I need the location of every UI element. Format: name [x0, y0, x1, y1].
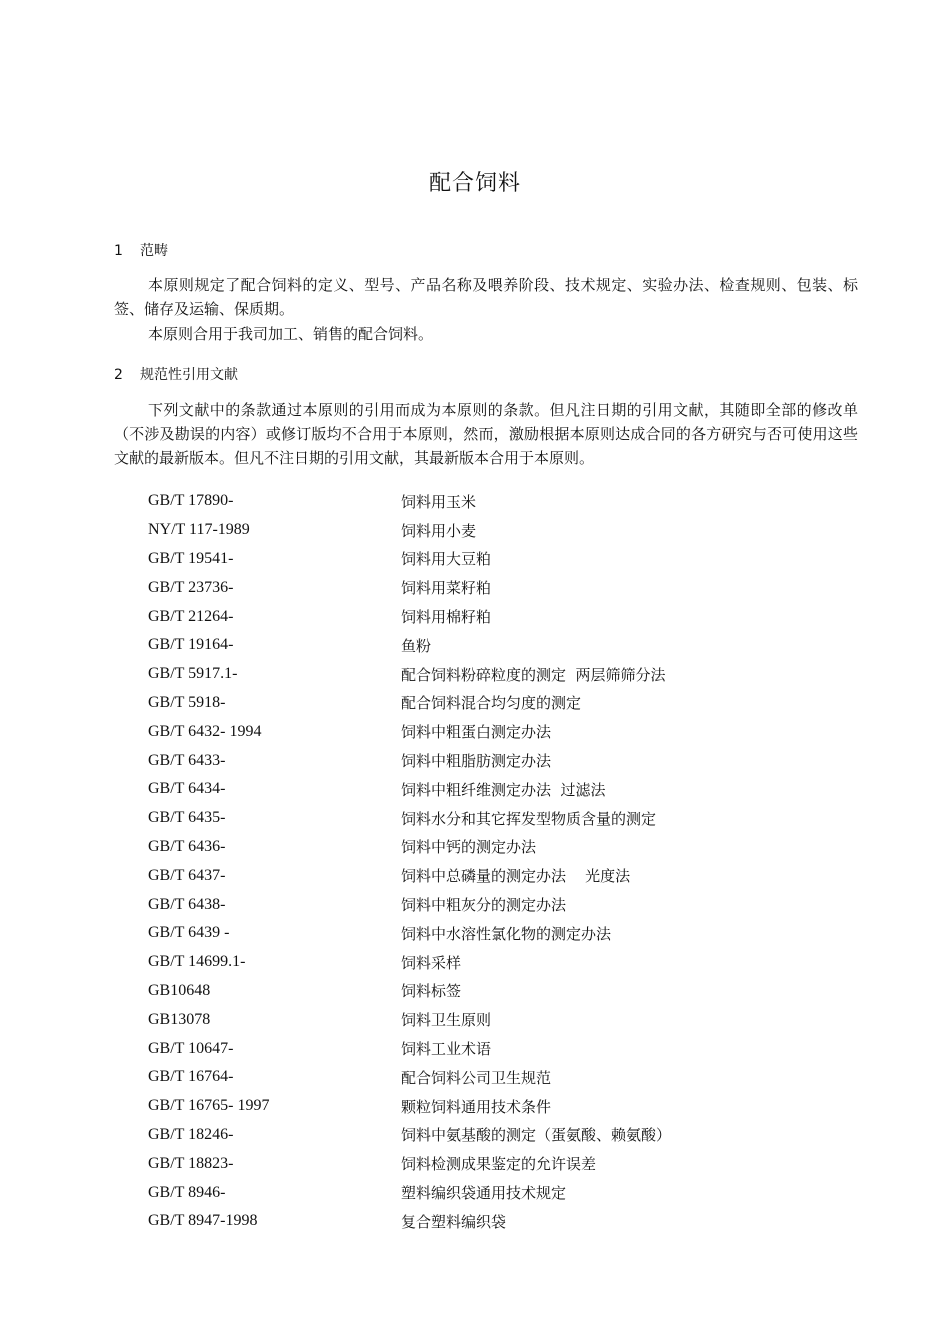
- reference-name: 饲料中粗蛋白测定办法: [401, 723, 552, 742]
- reference-name: 饲料工业术语: [401, 1040, 492, 1059]
- reference-row: [148, 833, 848, 862]
- reference-row: [148, 1207, 848, 1236]
- section-2-heading: [114, 364, 238, 384]
- reference-row: [148, 977, 848, 1006]
- reference-name: 饲料中水溶性氯化物的测定办法: [401, 924, 612, 943]
- reference-code: GB/T 10647-: [148, 1039, 234, 1057]
- reference-name: 塑料编织袋通用技术规定: [401, 1184, 567, 1203]
- reference-code: GB/T 6435-: [148, 809, 226, 827]
- reference-code: GB/T 5918-: [148, 693, 226, 711]
- reference-row: [148, 1092, 848, 1121]
- reference-row: [148, 775, 848, 804]
- reference-name: 饲料水分和其它挥发型物质含量的测定: [401, 809, 657, 828]
- reference-code: GB/T 17890-: [148, 492, 234, 510]
- reference-name: 饲料用菜籽粕: [401, 579, 492, 598]
- section-2-paragraph-1: 下列文献中的条款通过本原则的引用而成为本原则的条款。但凡注日期的引用文献，其随即全部的修改单（不涉及勘误的内容）或修订版均不合用于本原则，然而，激励根据本原则达成合同的各方研究与否可使用这些文献的最新版本。但凡不注日期的引用文献，其最新版本合用于本原则。: [114, 401, 858, 467]
- reference-row: [148, 1034, 848, 1063]
- reference-code: GB/T 21264-: [148, 607, 234, 625]
- reference-row: [148, 948, 848, 977]
- reference-row: [148, 746, 848, 775]
- reference-name: 鱼粉: [401, 636, 432, 655]
- reference-code: GB/T 8946-: [148, 1183, 226, 1201]
- reference-code: NY/T 117-1989: [148, 521, 250, 539]
- reference-code: GB/T 5917.1-: [148, 665, 238, 683]
- reference-code: GB10648: [148, 981, 211, 999]
- reference-code: GB/T 18823-: [148, 1154, 234, 1172]
- reference-code: GB/T 16764-: [148, 1068, 234, 1086]
- reference-list: [148, 487, 848, 1236]
- reference-name: 饲料采样: [401, 953, 462, 972]
- reference-row: [148, 919, 848, 948]
- reference-code: GB/T 14699.1-: [148, 953, 246, 971]
- reference-row: [148, 1178, 848, 1207]
- section-title: 规范性引用文献: [140, 367, 238, 383]
- reference-code: GB/T 19164-: [148, 636, 234, 654]
- reference-code: GB/T 6437-: [148, 866, 226, 884]
- reference-name: 饲料卫生原则: [401, 1011, 492, 1030]
- reference-code: GB/T 6434-: [148, 780, 226, 798]
- reference-row: [148, 487, 848, 516]
- section-1-paragraph-2: 本原则合用于我司加工、销售的配合饲料。: [148, 325, 434, 343]
- reference-name: 饲料中钙的测定办法: [401, 838, 537, 857]
- reference-code: GB/T 6436-: [148, 837, 226, 855]
- reference-code: GB13078: [148, 1010, 211, 1028]
- reference-row: [148, 545, 848, 574]
- reference-code: GB/T 6438-: [148, 895, 226, 913]
- reference-row: [148, 1149, 848, 1178]
- document-title: 配合饲料: [428, 171, 521, 196]
- reference-code: GB/T 16765- 1997: [148, 1097, 270, 1115]
- reference-name: 饲料用棉籽粕: [401, 608, 492, 627]
- section-title: 范畴: [140, 243, 168, 259]
- section-number: 2: [114, 367, 123, 383]
- section-1-paragraph-1: 本原则规定了配合饲料的定义、型号、产品名称及喂养阶段、技术规定、实验办法、检查规则、包装、标签、储存及运输、保质期。: [114, 276, 858, 318]
- reference-row: [148, 861, 848, 890]
- reference-row: [148, 1121, 848, 1150]
- reference-name: 饲料中氨基酸的测定（蛋氨酸、赖氨酸）: [401, 1126, 672, 1145]
- reference-name: 饲料中粗纤维测定办法 过滤法: [401, 780, 606, 799]
- reference-code: GB/T 19541-: [148, 549, 234, 567]
- reference-code: GB/T 23736-: [148, 578, 234, 596]
- reference-row: [148, 516, 848, 545]
- reference-row: [148, 660, 848, 689]
- reference-row: [148, 573, 848, 602]
- reference-name: 饲料中粗脂肪测定办法: [401, 752, 552, 771]
- reference-name: 饲料用玉米: [401, 492, 477, 511]
- reference-row: [148, 890, 848, 919]
- reference-name: 饲料中总磷量的测定办法 光度法: [401, 867, 631, 886]
- reference-row: [148, 804, 848, 833]
- section-number: 1: [114, 243, 123, 259]
- reference-name: 饲料标签: [401, 982, 462, 1001]
- reference-row: [148, 1005, 848, 1034]
- reference-name: 复合塑料编织袋: [401, 1212, 507, 1231]
- reference-code: GB/T 6433-: [148, 751, 226, 769]
- reference-name: 配合饲料公司卫生规范: [401, 1068, 552, 1087]
- reference-name: 配合饲料混合均匀度的测定: [401, 694, 582, 713]
- reference-row: [148, 631, 848, 660]
- reference-row: [148, 602, 848, 631]
- reference-code: GB/T 18246-: [148, 1125, 234, 1143]
- reference-row: [148, 717, 848, 746]
- reference-code: GB/T 6432- 1994: [148, 722, 262, 740]
- section-1-heading: [114, 240, 168, 260]
- reference-code: GB/T 6439 -: [148, 924, 230, 942]
- reference-name: 饲料用大豆粕: [401, 550, 492, 569]
- reference-name: 配合饲料粉碎粒度的测定 两层筛筛分法: [401, 665, 666, 684]
- reference-code: GB/T 8947-1998: [148, 1212, 258, 1230]
- reference-row: [148, 689, 848, 718]
- reference-name: 饲料检测成果鉴定的允许误差: [401, 1155, 597, 1174]
- reference-name: 颗粒饲料通用技术条件: [401, 1097, 552, 1116]
- reference-row: [148, 1063, 848, 1092]
- reference-name: 饲料中粗灰分的测定办法: [401, 896, 567, 915]
- reference-name: 饲料用小麦: [401, 521, 477, 540]
